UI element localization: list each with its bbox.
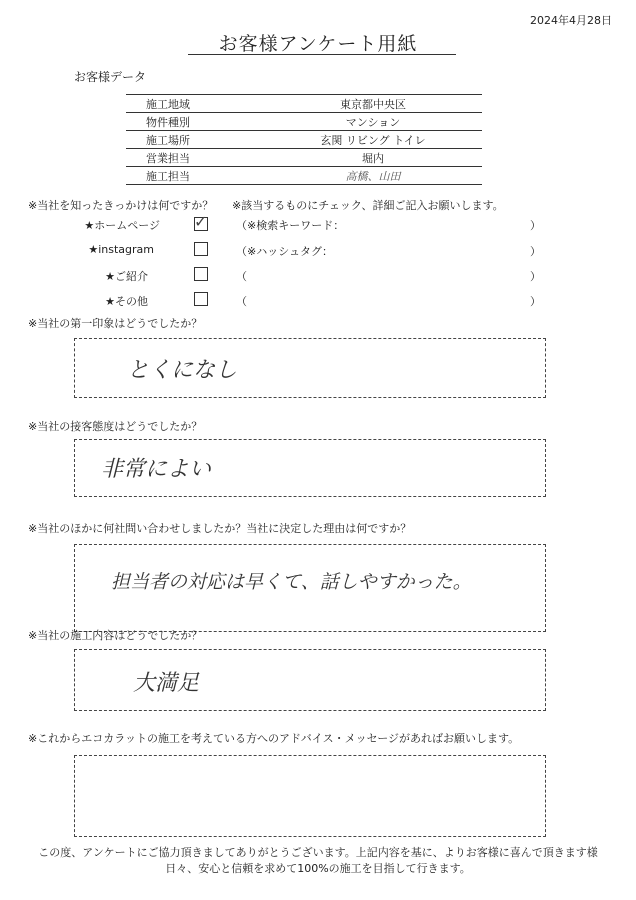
- q5-answer-box[interactable]: [74, 649, 546, 711]
- customer-data-heading: お客様データ: [74, 70, 147, 84]
- footer-line-1: この度、アンケートにご協力頂きましてありがとうございます。上記内容を基に、よりお客様に喜んで頂きます様: [38, 846, 598, 859]
- footer-line-2: 日々、安心と信頼を求めて100%の施工を目指して行きます。: [165, 862, 471, 875]
- option-detail: （: [236, 270, 247, 283]
- info-row-location: [126, 131, 482, 149]
- option-close: ）: [530, 270, 541, 283]
- page-title: お客様アンケート用紙: [218, 33, 418, 55]
- info-row-sales: [126, 149, 482, 167]
- q5-question: ※当社の施工内容はどうでしたか？: [28, 629, 203, 642]
- option-homepage: [60, 215, 160, 235]
- q3-answer: 非常によい: [101, 457, 212, 482]
- other-checkbox[interactable]: [194, 292, 208, 306]
- instagram-checkbox[interactable]: [194, 242, 208, 256]
- option-instagram: [60, 241, 154, 261]
- q4-answer-box[interactable]: [74, 544, 546, 632]
- info-label: 施工場所: [126, 131, 264, 149]
- q2-answer: とくになし: [127, 358, 238, 383]
- option-close: ）: [530, 219, 541, 232]
- check-mark-icon: ✓: [194, 212, 208, 231]
- info-value: 玄関 リビング トイレ: [264, 131, 482, 149]
- option-detail: （※ハッシュタグ：: [236, 245, 333, 258]
- option-close: ）: [530, 245, 541, 258]
- option-label: ★instagram: [88, 243, 154, 256]
- title-underline: [188, 54, 456, 55]
- info-label: 営業担当: [126, 149, 264, 167]
- footer-message: [0, 845, 636, 877]
- q1-question: ※当社を知ったきっかけは何ですか？: [28, 199, 214, 212]
- option-detail: （: [236, 295, 247, 308]
- info-value: マンション: [264, 113, 482, 131]
- info-row-installer: [126, 167, 482, 185]
- option-referral: [60, 266, 148, 286]
- info-row-area: [126, 95, 482, 113]
- info-value-handwritten: 高橋、山田: [264, 167, 482, 185]
- q4-answer: 担当者の対応は早くて、話しやすかった。: [111, 571, 472, 593]
- info-value: 東京都中央区: [264, 95, 482, 113]
- referral-checkbox[interactable]: [194, 267, 208, 281]
- option-close: ）: [530, 295, 541, 308]
- survey-date: 2024年4月28日: [530, 14, 612, 27]
- q6-question: ※これからエコカラットの施工を考えている方へのアドバイス・メッセージがあればお願いします。: [28, 732, 520, 745]
- q5-answer: 大満足: [133, 671, 200, 696]
- info-row-property: [126, 113, 482, 131]
- q3-answer-box[interactable]: [74, 439, 546, 497]
- option-label: ★ご紹介: [105, 270, 148, 283]
- option-other: [60, 291, 148, 311]
- q4-question: ※当社のほかに何社問い合わせしましたか？当社に決定した理由は何ですか？: [28, 522, 412, 535]
- info-label: 施工担当: [126, 167, 264, 185]
- info-label: 施工地域: [126, 95, 264, 113]
- option-detail: （※検索キーワード：: [236, 219, 345, 232]
- q2-answer-box[interactable]: [74, 338, 546, 398]
- info-label: 物件種別: [126, 113, 264, 131]
- homepage-checkbox[interactable]: [194, 212, 208, 231]
- q2-question: ※当社の第一印象はどうでしたか？: [28, 317, 203, 330]
- q6-answer-box[interactable]: [74, 755, 546, 837]
- info-value: 堀内: [264, 149, 482, 167]
- customer-data-table: [126, 94, 482, 185]
- option-label: ★ホームページ: [84, 219, 160, 232]
- q3-question: ※当社の接客態度はどうでしたか？: [28, 420, 203, 433]
- option-label: ★その他: [105, 295, 148, 308]
- q1-instruction: ※該当するものにチェック、詳細ご記入お願いします。: [232, 199, 504, 212]
